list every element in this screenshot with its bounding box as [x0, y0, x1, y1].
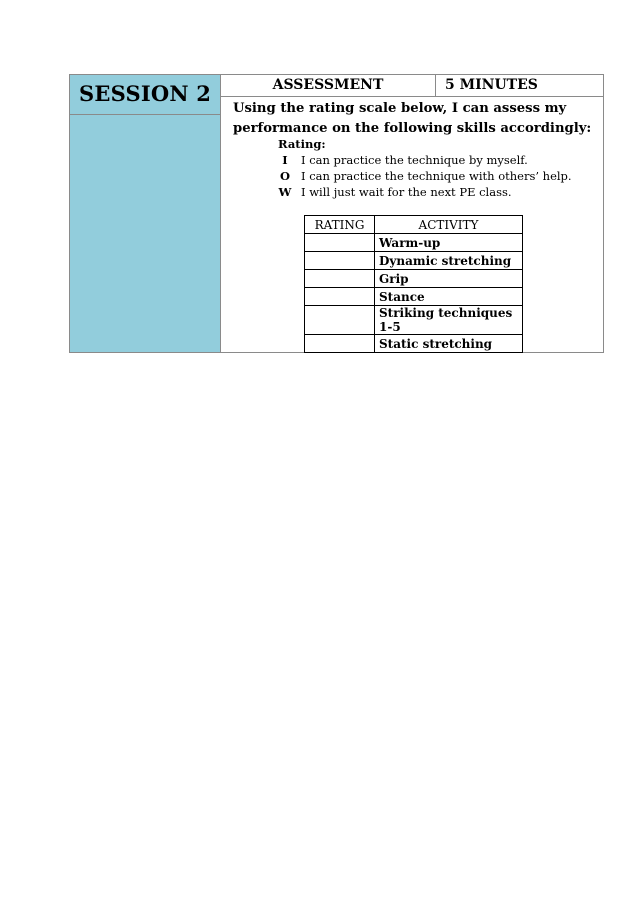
activity-cell: Stance	[375, 288, 523, 306]
table-row	[305, 234, 523, 252]
rating-description: I can practice the technique by myself.	[301, 153, 528, 167]
table-row	[305, 306, 523, 335]
rating-cell[interactable]	[305, 252, 375, 270]
table-row	[305, 270, 523, 288]
rating-code: I	[282, 153, 288, 167]
rating-description: I can practice the technique with others’ help.	[301, 169, 572, 183]
table-header-row	[305, 216, 523, 234]
table-row	[305, 252, 523, 270]
session-title: SESSION 2	[79, 81, 212, 106]
activity-cell: Warm-up	[375, 234, 523, 252]
section-header: ASSESSMENT	[221, 75, 436, 97]
rating-scale-item	[278, 184, 512, 200]
activity-cell: Dynamic stretching	[375, 252, 523, 270]
rating-cell[interactable]	[305, 270, 375, 288]
rating-scale-item	[278, 152, 528, 168]
rating-code: O	[279, 169, 291, 183]
duration-header: 5 MINUTES	[436, 75, 603, 97]
rating-description: I will just wait for the next PE class.	[301, 185, 512, 199]
session-title-divider	[70, 114, 221, 115]
session-table	[69, 74, 604, 353]
session-label-cell	[70, 75, 221, 352]
instruction-text: Using the rating scale below, I can assess my performance on the following skills accordingly:	[233, 101, 592, 136]
activity-cell: Grip	[375, 270, 523, 288]
rating-cell[interactable]	[305, 306, 375, 335]
rating-scale	[278, 137, 572, 200]
table-row	[305, 288, 523, 306]
rating-scale-heading: Rating:	[278, 137, 326, 151]
rating-cell[interactable]	[305, 288, 375, 306]
table-row	[305, 335, 523, 353]
activity-cell: Static stretching	[375, 335, 523, 353]
rating-code: W	[278, 185, 292, 199]
rating-scale-item	[278, 168, 572, 184]
rating-column-header: RATING	[305, 216, 375, 234]
rating-cell[interactable]	[305, 234, 375, 252]
rating-cell[interactable]	[305, 335, 375, 353]
activity-cell: Striking techniques 1-5	[375, 306, 523, 335]
self-rating-table	[304, 215, 523, 353]
activity-column-header: ACTIVITY	[375, 216, 523, 234]
